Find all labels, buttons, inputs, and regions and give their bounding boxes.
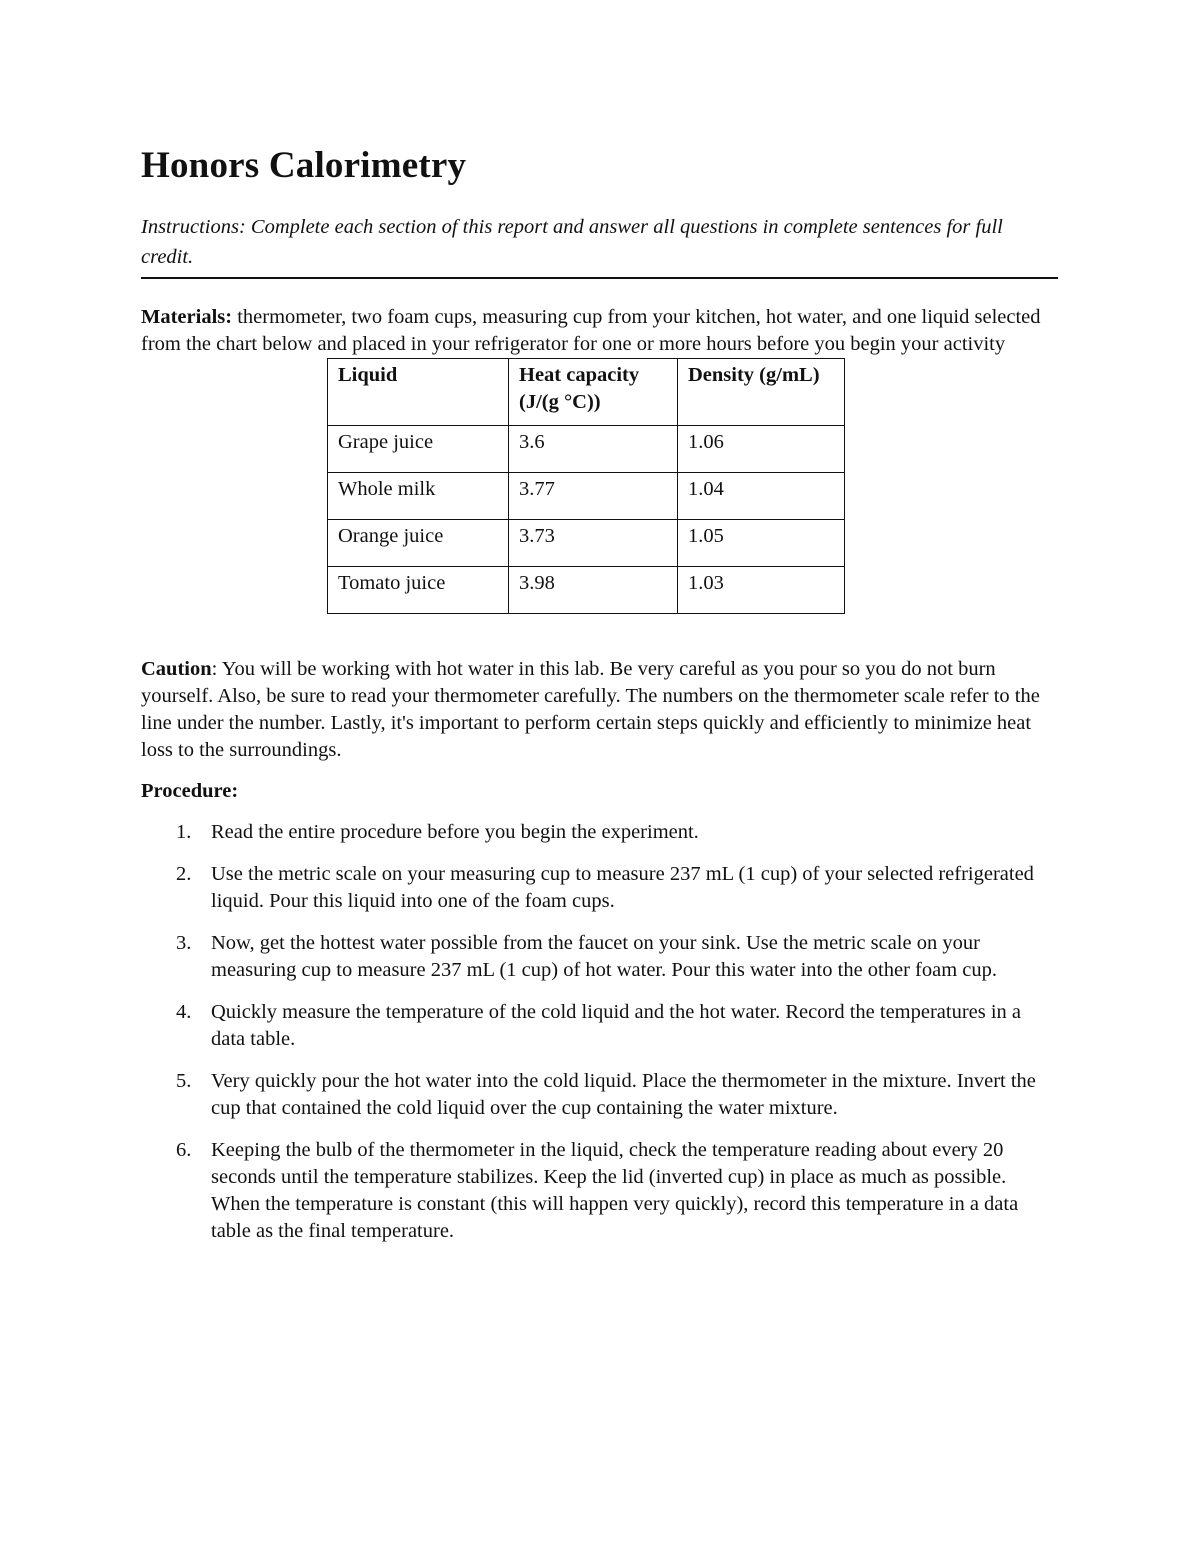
cell-density: 1.05 xyxy=(678,520,845,567)
step-text: Now, get the hottest water possible from the faucet on your sink. Use the metric scale on your measuring cup to measure 237 mL (1 cup) of hot water. Pour this water into the other foam cup. xyxy=(211,932,998,981)
cell-heat-capacity: 3.77 xyxy=(509,473,678,520)
table-header-row xyxy=(328,359,845,426)
table-row xyxy=(328,426,845,473)
header-density: Density (g/mL) xyxy=(678,359,845,426)
cell-heat-capacity: 3.73 xyxy=(509,520,678,567)
step-text: Quickly measure the temperature of the cold liquid and the hot water. Record the temperatures in a data table. xyxy=(211,1001,1022,1050)
materials-paragraph xyxy=(141,304,1058,358)
list-item xyxy=(141,861,1058,915)
step-text: Use the metric scale on your measuring cup to measure 237 mL (1 cup) of your selected refrigerated liquid. Pour this liquid into one of the foam cups. xyxy=(211,863,1034,912)
table-row xyxy=(328,567,845,614)
cell-density: 1.04 xyxy=(678,473,845,520)
cell-liquid: Whole milk xyxy=(328,473,509,520)
step-number: 2. xyxy=(176,863,192,885)
procedure-steps-list xyxy=(141,819,1058,1245)
table-row xyxy=(328,520,845,567)
list-item xyxy=(141,1137,1058,1245)
caution-label: Caution xyxy=(141,658,212,680)
step-number: 1. xyxy=(176,821,192,843)
step-text: Read the entire procedure before you begin the experiment. xyxy=(211,821,699,843)
list-item xyxy=(141,930,1058,984)
cell-liquid: Tomato juice xyxy=(328,567,509,614)
instructions-text: Instructions: Complete each section of this report and answer all questions in complete sentences for full credit. xyxy=(141,212,1058,279)
cell-density: 1.06 xyxy=(678,426,845,473)
caution-paragraph xyxy=(141,656,1058,764)
cell-heat-capacity: 3.6 xyxy=(509,426,678,473)
materials-label: Materials: xyxy=(141,306,233,328)
header-heat-capacity: Heat capacity (J/(g °C)) xyxy=(509,359,678,426)
step-number: 4. xyxy=(176,1001,192,1023)
list-item xyxy=(141,819,1058,846)
list-item xyxy=(141,1068,1058,1122)
cell-density: 1.03 xyxy=(678,567,845,614)
list-item xyxy=(141,999,1058,1053)
step-number: 3. xyxy=(176,932,192,954)
step-text: Very quickly pour the hot water into the cold liquid. Place the thermometer in the mixture. Invert the cup that contained the cold liquid over the cup containing the water mixture. xyxy=(211,1070,1036,1119)
liquids-table xyxy=(327,358,845,614)
cell-liquid: Orange juice xyxy=(328,520,509,567)
page-title: Honors Calorimetry xyxy=(141,145,467,186)
procedure-heading: Procedure: xyxy=(141,780,239,802)
document-page xyxy=(141,140,1058,1260)
cell-liquid: Grape juice xyxy=(328,426,509,473)
header-liquid: Liquid xyxy=(328,359,509,426)
materials-text: thermometer, two foam cups, measuring cup from your kitchen, hot water, and one liquid selected from the chart below and placed in your refrigerator for one or more hours before you begin your activity xyxy=(141,306,1041,355)
step-number: 5. xyxy=(176,1070,192,1092)
table-row xyxy=(328,473,845,520)
cell-heat-capacity: 3.98 xyxy=(509,567,678,614)
step-number: 6. xyxy=(176,1139,192,1161)
caution-text: : You will be working with hot water in this lab. Be very careful as you pour so you do not burn yourself. Also, be sure to read your thermometer carefully. The numbers on the thermometer scale refer to the line under the number. Lastly, it's important to perform certain steps quickly and efficiently to minimize heat loss to the surroundings. xyxy=(141,658,1040,761)
step-text: Keeping the bulb of the thermometer in the liquid, check the temperature reading about every 20 seconds until the temperature stabilizes. Keep the lid (inverted cup) in place as much as possible. When the temperature is constant (this will happen very quickly), record this temperature in a data table as the final temperature. xyxy=(211,1139,1019,1242)
liquids-table-container xyxy=(327,358,1058,614)
